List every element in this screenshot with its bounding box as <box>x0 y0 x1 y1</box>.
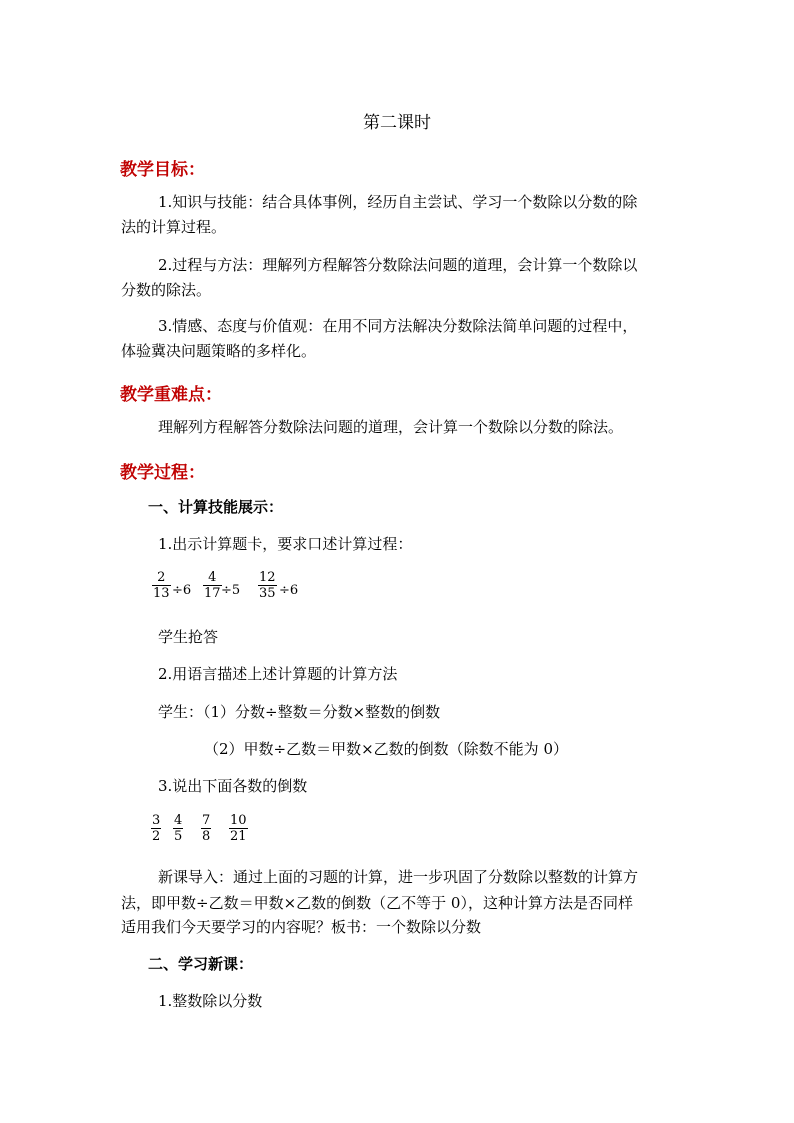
student-answer-text: 学生抢答 <box>158 628 219 646</box>
fraction-expression-1 <box>152 570 171 601</box>
student-rule-2: （2）甲数÷乙数＝甲数×乙数的倒数（除数不能为 0） <box>204 740 568 758</box>
fraction-denominator: 5 <box>174 829 183 844</box>
reciprocal-fraction-4 <box>229 813 248 844</box>
fraction-numerator: 7 <box>202 813 211 828</box>
process-heading: 教学过程： <box>120 463 205 483</box>
fraction-denominator: 2 <box>152 829 161 844</box>
fraction-denominator: 21 <box>230 829 247 844</box>
goal-3-line-1: 3.情感、态度与价值观：在用不同方法解决分数除法简单问题的过程中， <box>158 317 638 335</box>
goal-2-line-2: 分数的除法。 <box>121 281 212 299</box>
goal-3-line-2: 体验冀决问题策略的多样化。 <box>121 342 317 360</box>
step-2-text: 2.用语言描述上述计算题的计算方法 <box>158 665 398 683</box>
goals-heading: 教学目标： <box>120 160 205 180</box>
reciprocal-fraction-1 <box>151 813 161 844</box>
fraction-operator: ÷6 <box>172 583 192 598</box>
page-title: 第二课时 <box>363 113 431 133</box>
intro-line-1: 新课导入：通过上面的习题的计算，进一步巩固了分数除以整数的计算方 <box>158 868 639 886</box>
fraction-numerator: 10 <box>230 813 247 828</box>
fraction-expression-3 <box>258 570 277 601</box>
fraction-numerator: 4 <box>174 813 183 828</box>
keypoints-text: 理解列方程解答分数除法问题的道理，会计算一个数除以分数的除法。 <box>158 418 624 436</box>
part-2-heading: 二、学习新课： <box>148 955 254 973</box>
fraction-denominator: 35 <box>259 586 276 601</box>
goal-2-line-1: 2.过程与方法：理解列方程解答分数除法问题的道理，会计算一个数除以 <box>158 256 638 274</box>
step-3-text: 3.说出下面各数的倒数 <box>158 777 308 795</box>
goal-1-line-1: 1.知识与技能：结合具体事例，经历自主尝试、学习一个数除以分数的除 <box>158 193 638 211</box>
intro-line-3: 适用我们今天要学习的内容呢？板书：一个数除以分数 <box>121 918 482 936</box>
fraction-numerator: 4 <box>208 570 217 585</box>
keypoints-heading: 教学重难点： <box>120 385 222 405</box>
fraction-denominator: 13 <box>153 586 170 601</box>
fraction-numerator: 2 <box>157 570 166 585</box>
fraction-denominator: 8 <box>202 829 211 844</box>
part-1-heading: 一、计算技能展示： <box>148 498 284 516</box>
goal-1-line-2: 法的计算过程。 <box>121 218 227 236</box>
fraction-expression-2 <box>203 570 222 601</box>
reciprocal-fraction-2 <box>173 813 183 844</box>
fraction-operator: ÷5 <box>221 583 241 598</box>
student-rule-1: 学生：（1）分数÷整数＝分数×整数的倒数 <box>158 703 441 721</box>
new-step-1-text: 1.整数除以分数 <box>158 992 263 1010</box>
fraction-operator: ÷6 <box>279 583 299 598</box>
fraction-denominator: 17 <box>204 586 221 601</box>
fraction-numerator: 3 <box>152 813 161 828</box>
intro-line-2: 法，即甲数÷乙数＝甲数×乙数的倒数（乙不等于 0），这种计算方法是否同样 <box>121 894 633 912</box>
step-1-text: 1.出示计算题卡，要求口述计算过程： <box>158 535 413 553</box>
fraction-numerator: 12 <box>259 570 276 585</box>
reciprocal-fraction-3 <box>201 813 211 844</box>
